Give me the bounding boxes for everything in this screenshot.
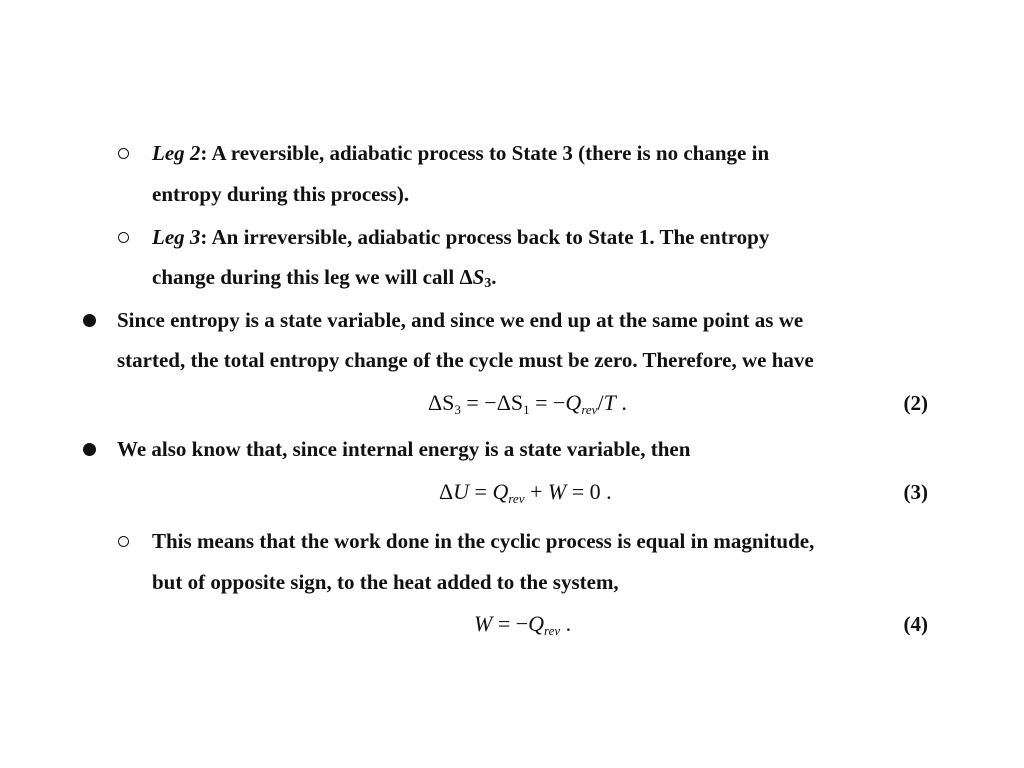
bullet2-line1 (117, 436, 690, 462)
sub-bullet-line1 (152, 528, 814, 554)
leg3-subscript: 3 (484, 276, 492, 291)
leg2-name: Leg 2 (152, 141, 201, 165)
equation-2: $\Delta S_3 = -\Delta S_1 = -Q_{rev}/T$ . (428, 390, 627, 417)
equation-4-number: (4) (903, 612, 928, 636)
sub-bullet-text2: but of opposite sign, to the heat added to the system, (152, 570, 619, 594)
bullet1-line1 (117, 307, 803, 333)
leg2-line2 (152, 181, 409, 207)
equation-4: $W = -Q_{rev}$ . (474, 611, 572, 638)
leg3-text2-pre: change during this leg we will call (152, 265, 460, 289)
leg2-text2: entropy during this process). (152, 182, 410, 206)
leg3-line1 (152, 224, 769, 250)
bullet-marker (83, 443, 96, 456)
sub-bullet-line2 (152, 569, 619, 595)
leg2-line1 (152, 140, 769, 166)
equation-3: $\Delta U = Q_{rev} + W = 0$ . (439, 479, 612, 506)
bullet1-text2: started, the total entropy change of the cycle must be zero. Therefore, we have (117, 348, 814, 372)
bullet1-text1: Since entropy is a state variable, and since we end up at the same point as we (117, 308, 804, 332)
sub-bullet-marker (118, 536, 129, 547)
leg3-symbol: S (472, 265, 485, 289)
leg3-text1: : An irreversible, adiabatic process back to State 1. The entropy (200, 225, 770, 249)
bullet2-text1: We also know that, since internal energy is a state variable, then (117, 437, 691, 461)
sub-bullet-marker (118, 232, 129, 243)
leg3-delta: Δ (459, 265, 473, 289)
leg3-line2 (152, 264, 497, 297)
leg3-name: Leg 3 (152, 225, 201, 249)
sub-bullet-marker (118, 148, 129, 159)
bullet-marker (83, 314, 96, 327)
bullet1-line2 (117, 347, 814, 373)
leg2-text1: : A reversible, adiabatic process to State 3 (there is no change in (200, 141, 770, 165)
equation-3-number: (3) (903, 480, 928, 504)
equation-2-number: (2) (903, 391, 928, 415)
sub-bullet-text1: This means that the work done in the cyclic process is equal in magnitude, (152, 529, 815, 553)
leg3-text2-post: . (491, 265, 497, 289)
